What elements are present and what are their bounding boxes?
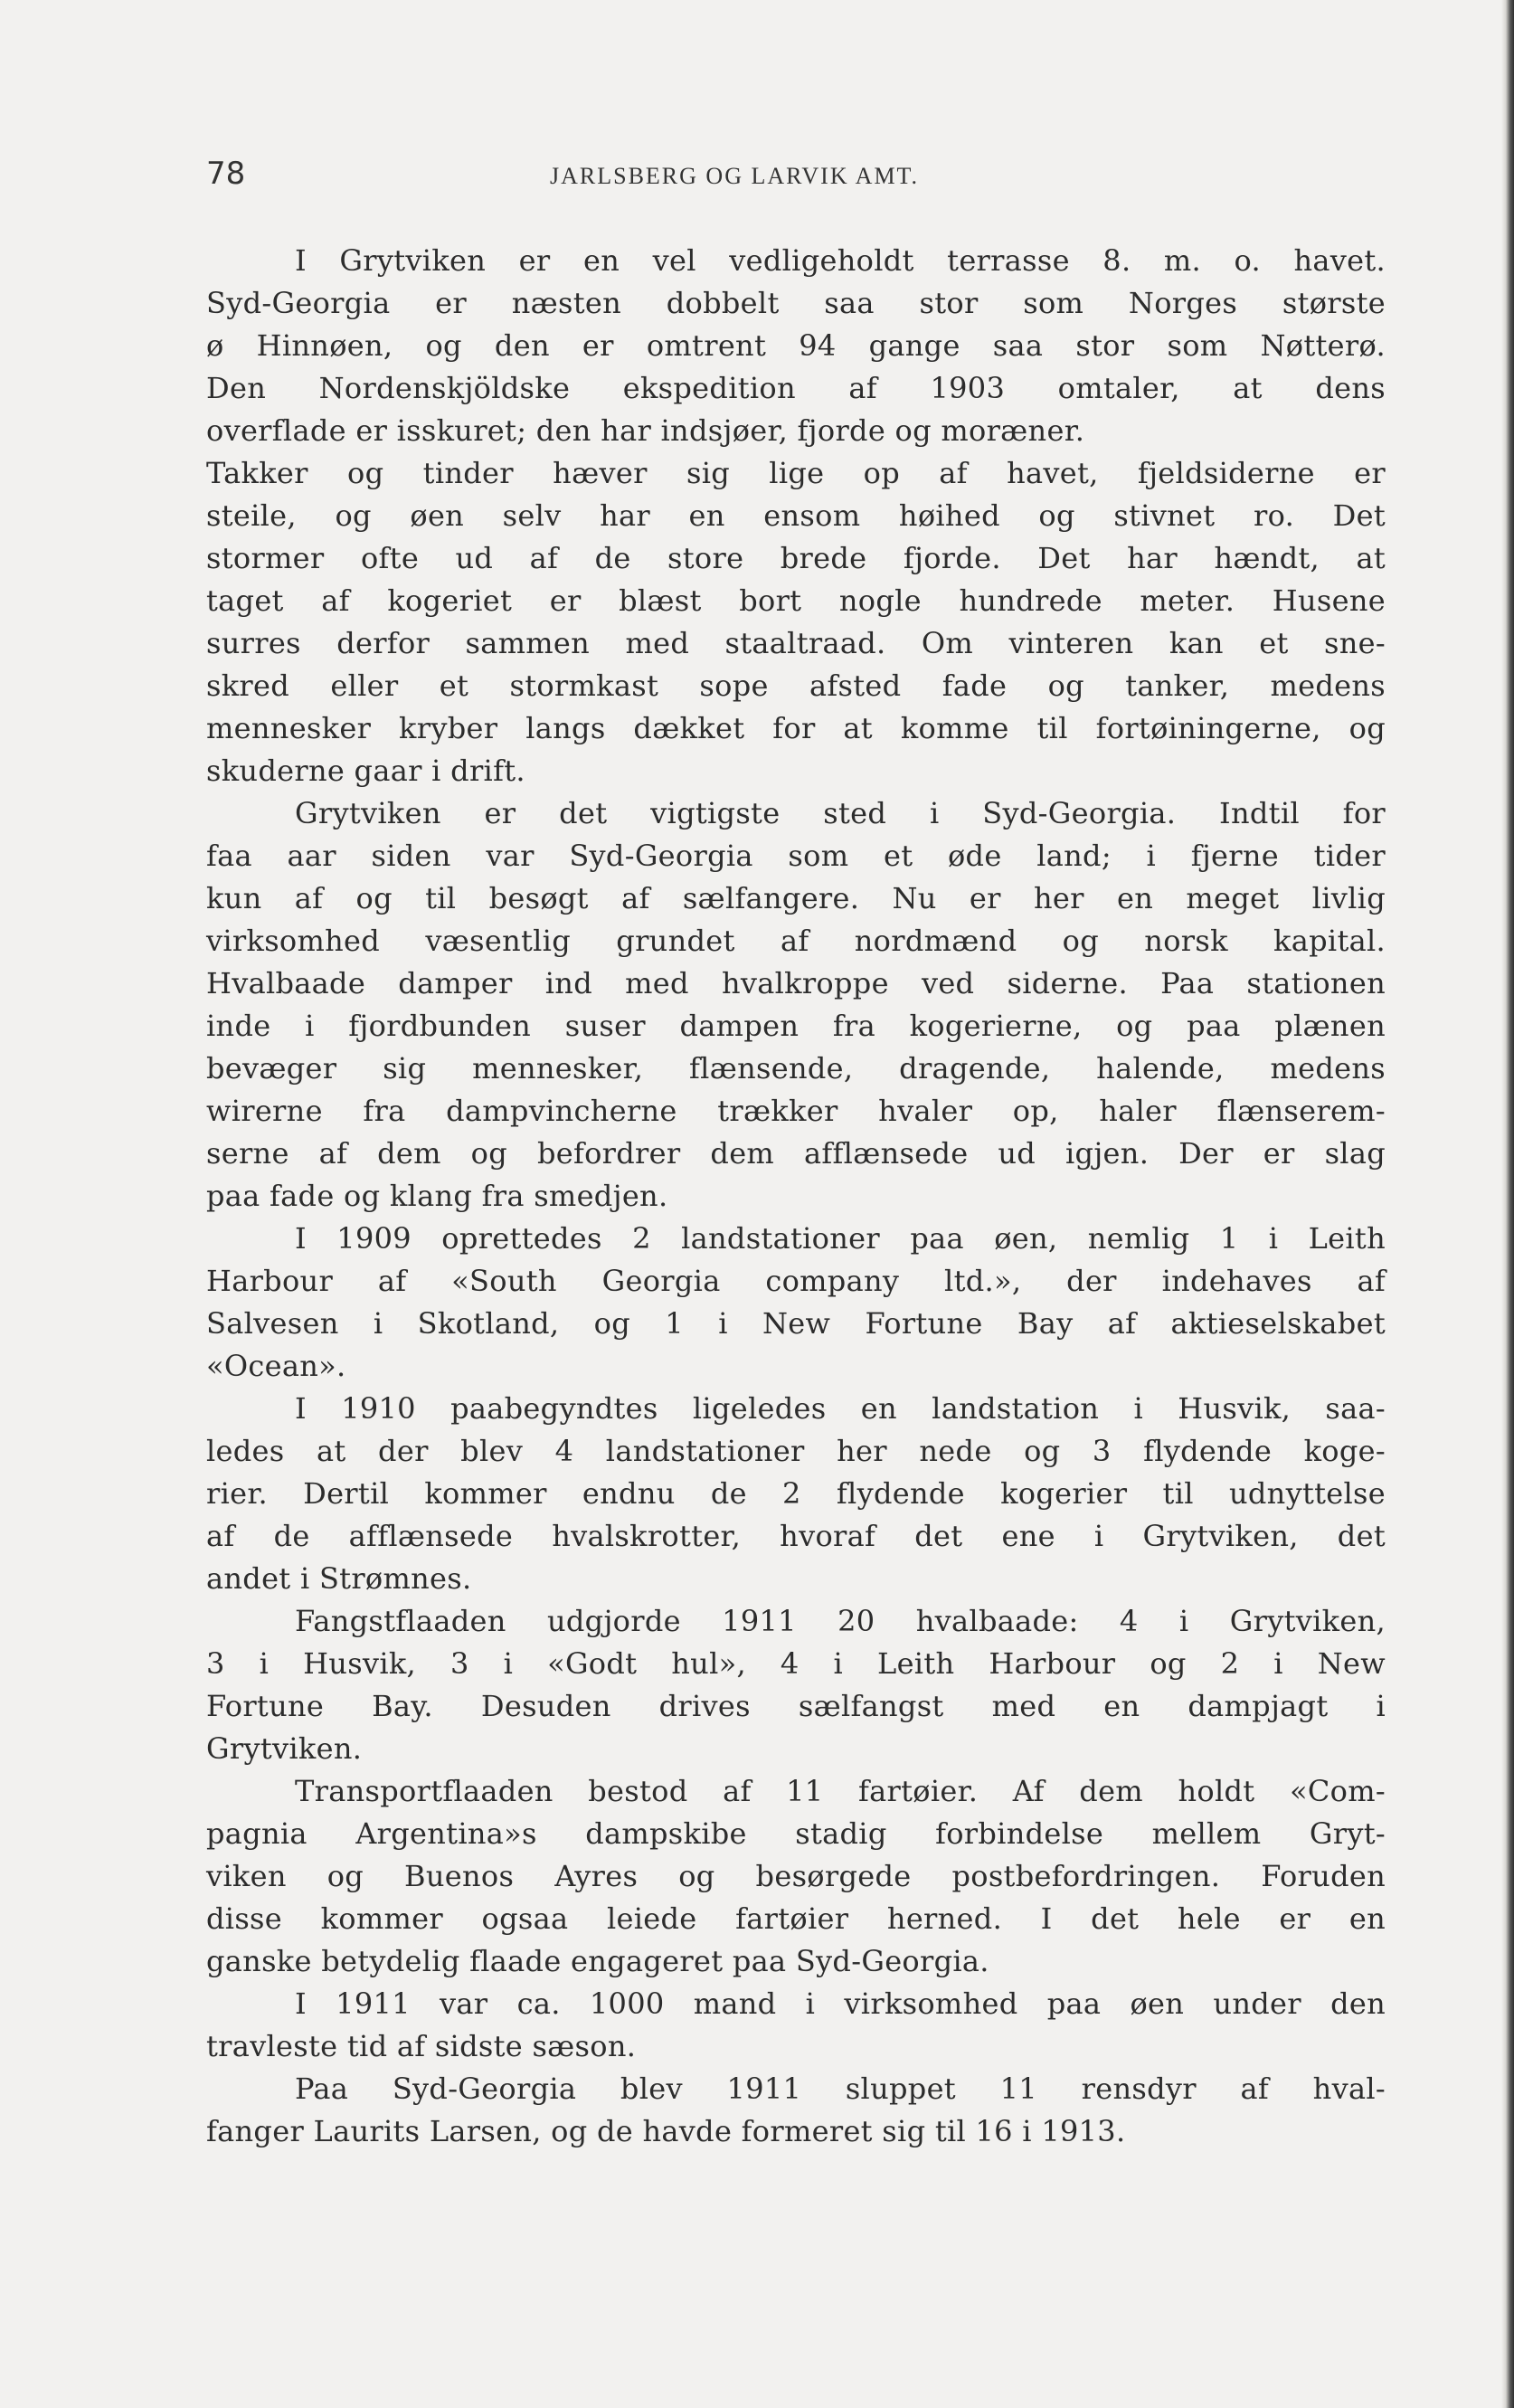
text-line: wirerne fra dampvincherne trækker hvaler op, haler flænserem- [206, 1094, 1386, 1128]
text-line: virksomhed væsentlig grundet af nordmænd og norsk kapital. [206, 924, 1386, 958]
text-line: disse kommer ogsaa leiede fartøier herned. I det hele er en [206, 1901, 1386, 1936]
text-line: steile, og øen selv har en ensom høihed og stivnet ro. Det [206, 498, 1386, 533]
text-line: Syd-Georgia er næsten dobbelt saa stor som Norges største [206, 286, 1386, 320]
text-line: I 1911 var ca. 1000 mand i virksomhed paa øen under den [295, 1986, 1386, 2021]
text-line: andet i Strømnes. [206, 1561, 472, 1596]
text-line: 3 i Husvik, 3 i «Godt hul», 4 i Leith Harbour og 2 i New [206, 1646, 1386, 1681]
text-line: bevæger sig mennesker, flænsende, dragende, halende, medens [206, 1051, 1386, 1085]
text-line: «Ocean». [206, 1349, 346, 1383]
text-line: Harbour af «South Georgia company ltd.», der indehaves af [206, 1264, 1386, 1298]
text-line: ganske betydelig flaade engageret paa Syd-Georgia. [206, 1944, 989, 1978]
text-line: viken og Buenos Ayres og besørgede postbefordringen. Foruden [206, 1859, 1386, 1893]
text-line: mennesker kryber langs dækket for at komme til fortøiningerne, og [206, 711, 1386, 745]
text-line: pagnia Argentina»s dampskibe stadig forbindelse mellem Gryt- [206, 1816, 1386, 1851]
page-header [206, 156, 1382, 195]
text-line: taget af kogeriet er blæst bort nogle hundrede meter. Husene [206, 583, 1386, 618]
text-line: Grytviken. [206, 1731, 363, 1766]
page-edge-shadow [1501, 0, 1514, 2408]
text-line: Den Nordenskjöldske ekspedition af 1903 omtaler, at dens [206, 371, 1386, 405]
text-line: fanger Laurits Larsen, og de havde formeret sig til 16 i 1913. [206, 2114, 1126, 2148]
text-line: I 1909 oprettedes 2 landstationer paa øen, nemlig 1 i Leith [295, 1221, 1386, 1256]
text-line: Transportflaaden bestod af 11 fartøier. Af dem holdt «Com- [295, 1774, 1386, 1808]
text-line: paa fade og klang fra smedjen. [206, 1179, 668, 1213]
page-number: 78 [206, 156, 246, 192]
text-line: Grytviken er det vigtigste sted i Syd-Georgia. Indtil for [295, 796, 1386, 830]
text-line: Takker og tinder hæver sig lige op af havet, fjeldsiderne er [206, 456, 1386, 490]
text-line: Salvesen i Skotland, og 1 i New Fortune Bay af aktieselskabet [206, 1306, 1386, 1341]
text-line: skuderne gaar i drift. [206, 754, 525, 788]
text-line: ø Hinnøen, og den er omtrent 94 gange saa stor som Nøtterø. [206, 328, 1386, 363]
text-line: Fortune Bay. Desuden drives sælfangst med en dampjagt i [206, 1689, 1386, 1723]
text-line: inde i fjordbunden suser dampen fra kogerierne, og paa plænen [206, 1009, 1386, 1043]
text-line: serne af dem og befordrer dem afflænsede ud igjen. Der er slag [206, 1136, 1386, 1171]
text-line: skred eller et stormkast sope afsted fade og tanker, medens [206, 668, 1386, 703]
running-head: JARLSBERG OG LARVIK AMT. [550, 163, 920, 189]
text-line: kun af og til besøgt af sælfangere. Nu er her en meget livlig [206, 881, 1386, 915]
text-line: Hvalbaade damper ind med hvalkroppe ved siderne. Paa stationen [206, 966, 1386, 1000]
text-line: Fangstflaaden udgjorde 1911 20 hvalbaade: 4 i Grytviken, [295, 1604, 1386, 1638]
text-line: I Grytviken er en vel vedligeholdt terrasse 8. m. o. havet. [295, 243, 1386, 278]
text-line: travleste tid af sidste sæson. [206, 2029, 637, 2063]
text-line: af de afflænsede hvalskrotter, hvoraf det ene i Grytviken, det [206, 1519, 1386, 1553]
text-line: ledes at der blev 4 landstationer her nede og 3 flydende koge- [206, 1434, 1386, 1468]
text-line: surres derfor sammen med staaltraad. Om vinteren kan et sne- [206, 626, 1386, 660]
text-line: stormer ofte ud af de store brede fjorde. Det har hændt, at [206, 541, 1386, 575]
body-text [206, 240, 1386, 2153]
text-line: rier. Dertil kommer endnu de 2 flydende kogerier til udnyttelse [206, 1476, 1386, 1511]
text-line: Paa Syd-Georgia blev 1911 sluppet 11 rensdyr af hval- [295, 2071, 1386, 2106]
text-line: I 1910 paabegyndtes ligeledes en landstation i Husvik, saa- [295, 1391, 1386, 1426]
text-line: overflade er isskuret; den har indsjøer, fjorde og moræner. [206, 413, 1085, 448]
text-line: faa aar siden var Syd-Georgia som et øde land; i fjerne tider [206, 839, 1386, 873]
